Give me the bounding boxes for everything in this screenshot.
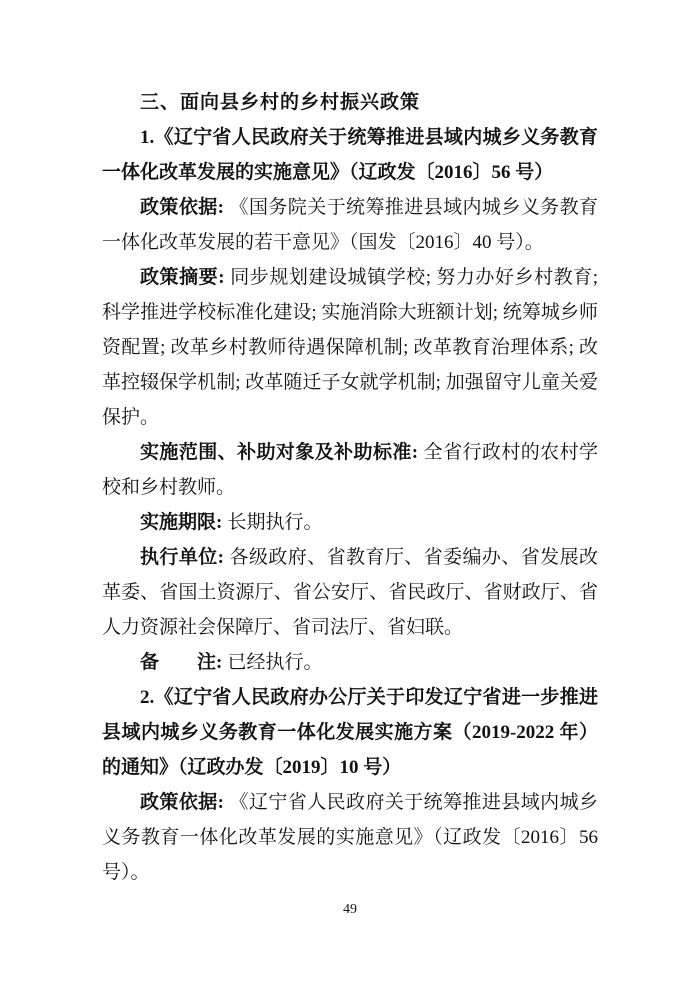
field-label-summary: 政策摘要: xyxy=(140,267,225,288)
field-text-remark: 已经执行。 xyxy=(227,652,323,673)
policy-1-field-period xyxy=(102,505,598,540)
policy-1-field-agencies xyxy=(102,540,598,645)
policy-1-title: 1.《辽宁省人民政府关于统筹推进县域内城乡义务教育一体化改革发展的实施意见》（辽政发〔2016〕56 号） xyxy=(102,127,598,183)
policy-2-title: 2.《辽宁省人民政府办公厅关于印发辽宁省进一步推进县域内城乡义务教育一体化发展实施方案（2019-2022 年）的通知》（辽政办发〔2019〕10 号） xyxy=(102,687,598,778)
page-number: 49 xyxy=(343,902,357,917)
policy-1-field-basis xyxy=(102,190,598,260)
field-text-basis: 《国务院关于统筹推进县域内城乡义务教育一体化改革发展的若干意见》（国发〔2016〕40 号）。 xyxy=(102,197,598,253)
field-label-agencies: 执行单位: xyxy=(140,547,224,568)
field-label-scope: 实施范围、补助对象及补助标准: xyxy=(140,442,419,463)
field-text-basis-2: 《辽宁省人民政府关于统筹推进县域内城乡义务教育一体化改革发展的实施意见》（辽政发〔2016〕56 号）。 xyxy=(102,792,598,883)
field-label-remark: 备 注: xyxy=(140,652,223,673)
field-label-basis: 政策依据: xyxy=(140,197,224,218)
section-heading: 三、面向县乡村的乡村振兴政策 xyxy=(140,92,421,113)
policy-1-field-scope xyxy=(102,435,598,505)
field-text-scope: 全省行政村的农村学校和乡村教师。 xyxy=(102,442,598,498)
policy-2-field-basis xyxy=(102,785,598,890)
field-label-period: 实施期限: xyxy=(140,512,223,533)
field-text-period: 长期执行。 xyxy=(227,512,323,533)
field-text-summary: 同步规划建设城镇学校; 努力办好乡村教育; 科学推进学校标准化建设; 实施消除大班额计划; 统筹城乡师资配置; 改革乡村教师待遇保障机制; 改革教育治理体系; 改革控辍保学机制; 改革随迁子女就学机制; 加强留守儿童关爱保护。 xyxy=(102,267,599,428)
field-text-agencies: 各级政府、省教育厅、省委编办、省发展改革委、省国土资源厅、省公安厅、省民政厅、省财政厅、省人力资源社会保障厅、省司法厅、省妇联。 xyxy=(102,547,598,638)
document-content xyxy=(102,85,598,890)
field-label-basis-2: 政策依据: xyxy=(140,792,224,813)
policy-1-field-summary xyxy=(102,260,598,435)
policy-1-field-remark xyxy=(102,645,598,680)
